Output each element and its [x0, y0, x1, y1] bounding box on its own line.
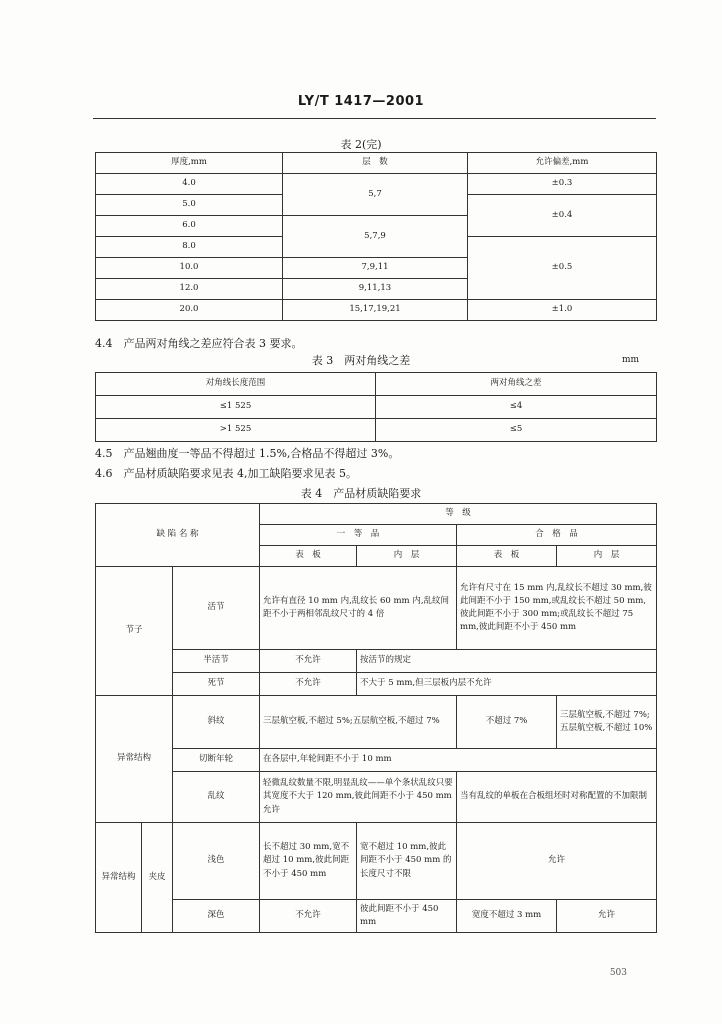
table4-header-defect: 缺 陷 名 称 [96, 504, 260, 567]
table2-header-tolerance: 允许偏差,mm [468, 153, 657, 174]
page-number: 503 [609, 968, 627, 978]
paragraph-4-6: 4.6 产品材质缺陷要求见表 4,加工缺陷要求见表 5。 [95, 467, 357, 480]
table2-tolerance: ±0.5 [468, 237, 657, 300]
paragraph-4-5: 4.5 产品翘曲度一等品不得超过 1.5%,合格品不得超过 3%。 [95, 447, 400, 460]
table4-dark-qual-inner: 允许 [557, 900, 657, 933]
table2-thickness: 8.0 [96, 237, 283, 258]
table4-wavy-first: 轻微乱纹数量不限,明显乱纹——单个条状乱纹只要其宽度不大于 120 mm,彼此间距不小于 450 mm 允许 [260, 772, 457, 823]
header-divider [93, 118, 656, 119]
table2-thickness: 6.0 [96, 216, 283, 237]
table4-caption: 表 4 产品材质缺陷要求 [300, 487, 422, 500]
table4 [95, 503, 657, 933]
table4-light-qualified: 允许 [457, 823, 657, 900]
table4-sound-qualified: 允许有尺寸在 15 mm 内,乱纹长不超过 30 mm,彼此间距不小于 150 mm,或乱纹长不超过 50 mm,彼此间距不小于 300 mm;或乱纹长不超过 75 mm,彼此间距不小于 450 mm [457, 567, 657, 650]
table4-cut-ring: 切断年轮 [173, 749, 260, 772]
table4-header-face: 表 板 [457, 546, 557, 567]
table3-unit: mm [622, 355, 640, 365]
table4-sound-knot: 活节 [173, 567, 260, 650]
table4-abnormal: 异常结构 [96, 696, 173, 823]
table4-slope-first: 三层航空板,不超过 5%;五层航空板,不超过 7% [260, 696, 457, 749]
table2-tolerance: ±1.0 [468, 300, 657, 321]
table2 [95, 152, 657, 321]
table3-cell: >1 525 [96, 419, 376, 442]
table4-wavy-qualified: 当有乱纹的单板在合板组坯时对称配置的不加限制 [457, 772, 657, 823]
table4-header-qualified: 合 格 品 [457, 525, 657, 546]
table4-dead-rest: 不大于 5 mm,但三层板内层不允许 [357, 673, 657, 696]
table4-knot: 节子 [96, 567, 173, 696]
table2-thickness: 12.0 [96, 279, 283, 300]
table2-layers: 5,7,9 [283, 216, 468, 258]
table4-wavy: 乱纹 [173, 772, 260, 823]
table4-dark-face: 不允许 [260, 900, 357, 933]
table2-thickness: 5.0 [96, 195, 283, 216]
table2-layers: 9,11,13 [283, 279, 468, 300]
table4-header-first: 一 等 品 [260, 525, 457, 546]
table3-caption: 表 3 两对角线之差 [311, 354, 411, 367]
table2-layers: 15,17,19,21 [283, 300, 468, 321]
table4-slope: 斜纹 [173, 696, 260, 749]
table3 [95, 372, 657, 442]
table3-header-range: 对角线长度范围 [96, 373, 376, 396]
table3-cell: ≤1 525 [96, 396, 376, 419]
table4-header-inner: 内 层 [557, 546, 657, 567]
table2-header-thickness: 厚度,mm [96, 153, 283, 174]
table3-header-diff: 两对角线之差 [376, 373, 657, 396]
table2-thickness: 10.0 [96, 258, 283, 279]
table2-header-layers: 层 数 [283, 153, 468, 174]
table4-dark-qual-face: 宽度不超过 3 mm [457, 900, 557, 933]
table4-slope-qual-inner: 三层航空板,不超过 7%;五层航空板,不超过 10% [557, 696, 657, 749]
table4-light-inner: 宽不超过 10 mm,彼此间距不小于 450 mm 的长度尺寸不限 [357, 823, 457, 900]
table3-cell: ≤4 [376, 396, 657, 419]
table4-semi-knot: 半活节 [173, 650, 260, 673]
standard-header: LY/T 1417—2001 [297, 94, 425, 109]
table3-cell: ≤5 [376, 419, 657, 442]
table4-dark-inner: 彼此间距不小于 450 mm [357, 900, 457, 933]
table4-dead-knot: 死节 [173, 673, 260, 696]
table2-caption: 表 2(完) [340, 138, 382, 151]
table4-header-face: 表 板 [260, 546, 357, 567]
table4-slope-qual-face: 不超过 7% [457, 696, 557, 749]
table4-light: 浅色 [173, 823, 260, 900]
table4-dark: 深色 [173, 900, 260, 933]
table4-cut-ring-text: 在各层中,年轮间距不小于 10 mm [260, 749, 657, 772]
table2-tolerance: ±0.3 [468, 174, 657, 195]
table4-header-grade: 等 级 [260, 504, 657, 525]
table4-header-inner: 内 层 [357, 546, 457, 567]
table2-thickness: 20.0 [96, 300, 283, 321]
table4-semi-rest: 按活节的规定 [357, 650, 657, 673]
table4-sound-first: 允许有直径 10 mm 内,乱纹长 60 mm 内,乱纹间距不小于两相邻乱纹尺寸的 4 倍 [260, 567, 457, 650]
table2-thickness: 4.0 [96, 174, 283, 195]
table2-layers: 5,7 [283, 174, 468, 216]
table2-tolerance: ±0.4 [468, 195, 657, 237]
table4-light-face: 长不超过 30 mm,宽不超过 10 mm,彼此间距不小于 450 mm [260, 823, 357, 900]
table4-semi-face: 不允许 [260, 650, 357, 673]
table4-dead-face: 不允许 [260, 673, 357, 696]
table4-abnormal-2: 异常结构 [96, 823, 142, 933]
paragraph-4-4: 4.4 产品两对角线之差应符合表 3 要求。 [95, 337, 303, 350]
table4-bark: 夹皮 [142, 823, 173, 933]
table2-layers: 7,9,11 [283, 258, 468, 279]
